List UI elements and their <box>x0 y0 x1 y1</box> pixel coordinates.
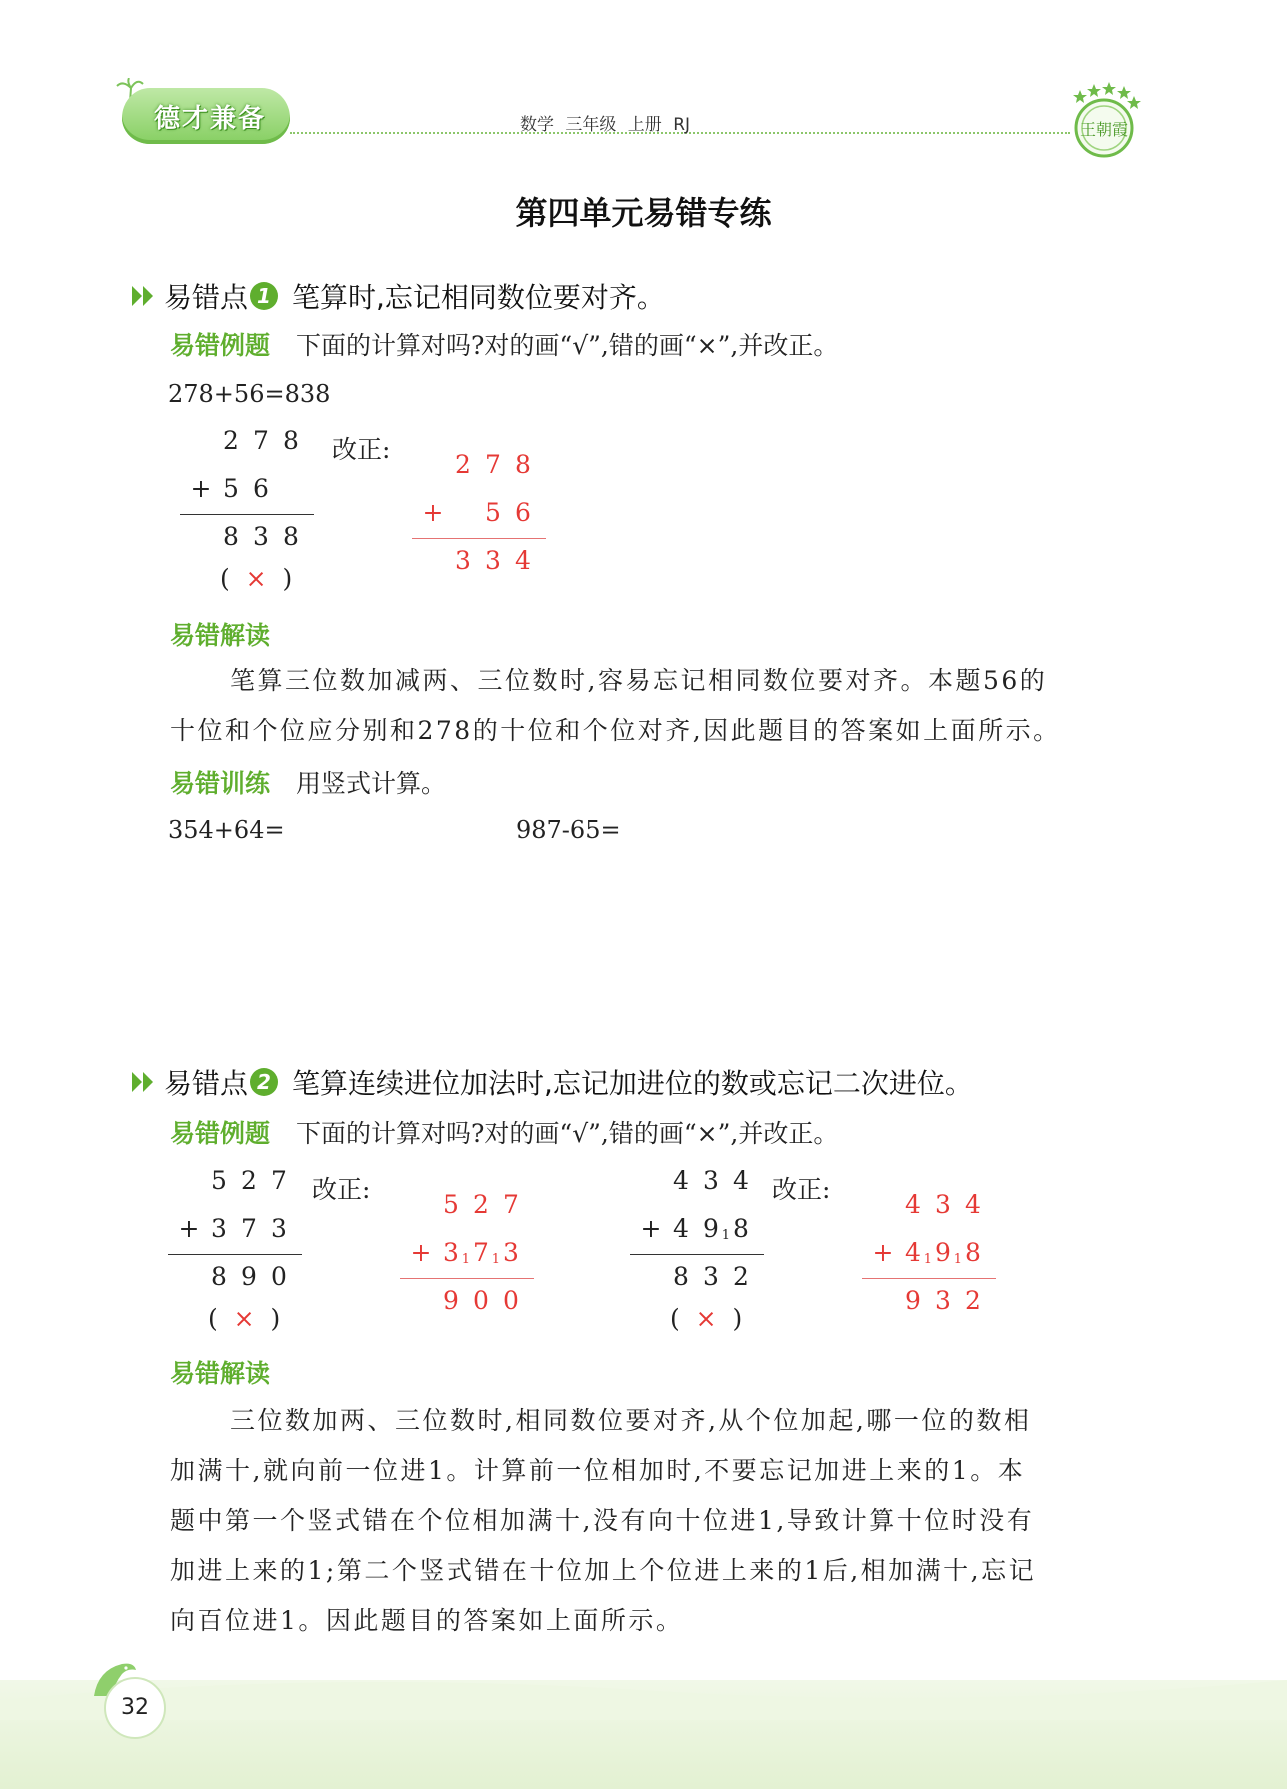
correct-vertical-calc-2a: 5 2 7 + 3 1 7 1 3 9 0 0 <box>400 1190 550 1330</box>
verdict-box: ( × ) <box>220 564 293 593</box>
wrong-vertical-calc-1: 2 7 8 + 5 6 8 3 8 ( × ) <box>180 426 330 606</box>
error-point-1-heading <box>130 276 665 316</box>
page-number: 32 <box>104 1677 166 1739</box>
error-point-label: 易错点 <box>164 281 249 314</box>
error-point-title: 笔算时,忘记相同数位要对齐。 <box>292 281 665 314</box>
analysis-label: 易错解读 <box>170 1359 271 1388</box>
correction-label: 改正: <box>312 1175 371 1204</box>
seal-icon <box>1066 80 1142 162</box>
error-point-number: 2 <box>250 1068 278 1096</box>
verdict-mark: × <box>233 1304 255 1333</box>
double-arrow-icon <box>130 1069 158 1095</box>
practice-1-line <box>170 764 446 800</box>
analysis-1-text: 笔算三位数加减两、三位数时,容易忘记相同数位要对齐。本题56的 十位和个位应分别和278的十位和个位对齐,因此题目的答案如上面所示。 <box>170 666 1061 745</box>
example-2-line <box>170 1114 838 1150</box>
carry-mark: 1 <box>953 1252 962 1267</box>
error-point-label: 易错点 <box>164 1067 249 1100</box>
wrong-vertical-calc-2a: 5 2 7 + 3 7 3 8 9 0 ( × ) <box>168 1166 318 1346</box>
page-title: 第四单元易错专练 <box>515 194 772 232</box>
wrong-vertical-calc-2b: 4 3 4 + 4 9 1 8 8 3 2 ( × ) <box>630 1166 780 1346</box>
analysis-2-text: 三位数加两、三位数时,相同数位要对齐,从个位加起,哪一位的数相 加满十,就向前一位进1。计算前一位相加时,不要忘记加进上来的1。本 题中第一个竖式错在个位相加满十,没有向十位进1,导致计算十位时没有 加进上来的1;第二个竖式错在十位加上个位进上来的1后,相加满十,忘记 向百位进1。因此题目的答案如上面所示。 <box>170 1406 1037 1635</box>
seal-text: 王朝霞 <box>1079 120 1129 139</box>
carry-mark: 1 <box>491 1252 500 1267</box>
analysis-label: 易错解读 <box>170 621 271 650</box>
correct-vertical-calc-2b: 4 3 4 + 4 1 9 1 8 9 3 2 <box>862 1190 1012 1330</box>
practice-label: 易错训练 <box>170 769 271 798</box>
error-point-title: 笔算连续进位加法时,忘记加进位的数或忘记二次进位。 <box>292 1067 973 1100</box>
double-arrow-icon <box>130 283 158 309</box>
practice-item-2: 987-65= <box>516 816 621 844</box>
correct-vertical-calc-1: 2 7 8 + 5 6 3 3 4 <box>412 450 562 590</box>
example-label: 易错例题 <box>170 1119 271 1148</box>
example-label: 易错例题 <box>170 331 271 360</box>
footer-wave <box>0 1660 1287 1720</box>
carry-mark: 1 <box>461 1252 470 1267</box>
verdict-mark: × <box>695 1304 717 1333</box>
example-1-line <box>170 326 838 362</box>
book-info: 数学 三年级 上册 RJ <box>520 115 691 135</box>
brand-logo-text: 德才兼备 <box>153 104 266 134</box>
error-point-2-heading <box>130 1062 973 1102</box>
verdict-mark: × <box>245 564 267 593</box>
example-equation: 278+56=838 <box>168 380 331 408</box>
carry-mark: 1 <box>923 1252 932 1267</box>
example-instruction: 下面的计算对吗?对的画“√”,错的画“×”,并改正。 <box>296 1119 839 1148</box>
correction-label: 改正: <box>332 435 391 464</box>
error-point-number: 1 <box>250 282 278 310</box>
practice-instruction: 用竖式计算。 <box>296 769 447 798</box>
correction-label: 改正: <box>772 1175 831 1204</box>
practice-item-1: 354+64= <box>168 816 285 844</box>
carry-mark: 1 <box>721 1228 730 1243</box>
example-instruction: 下面的计算对吗?对的画“√”,错的画“×”,并改正。 <box>296 331 839 360</box>
